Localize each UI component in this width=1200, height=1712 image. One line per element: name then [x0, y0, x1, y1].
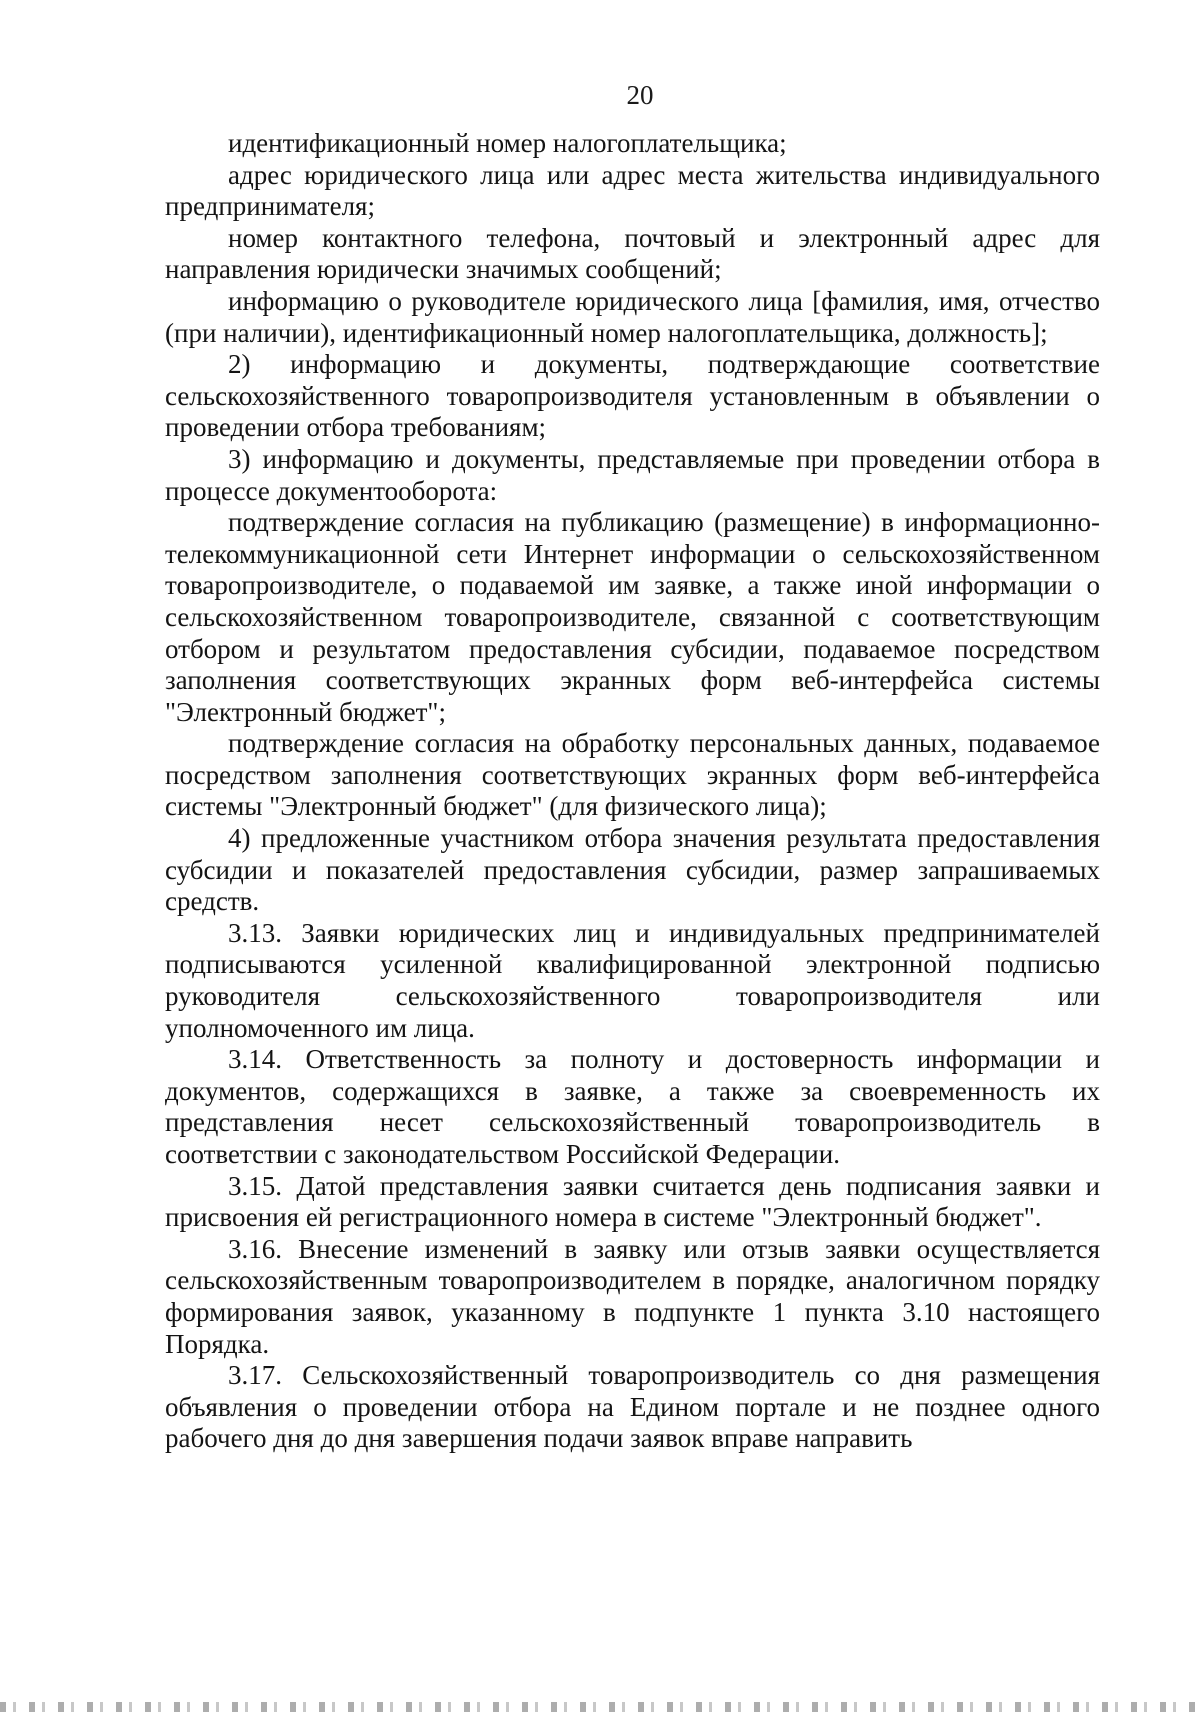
paragraph-contacts: номер контактного телефона, почтовый и электронный адрес для направления юридически значимых сообщений; [165, 222, 1100, 285]
scan-bottom-edge [0, 1702, 1200, 1712]
paragraph-item-4: 4) предложенные участником отбора значения результата предоставления субсидии и показателей предоставления субсидии, размер запрашиваемых средств. [165, 823, 1100, 917]
document-body [165, 128, 1100, 1455]
paragraph-consent-personal-data: подтверждение согласия на обработку персональных данных, подаваемое посредством заполнения соответствующих экранных форм веб-интерфейса системы "Электронный бюджет" (для физического лица); [165, 728, 1100, 822]
paragraph-3-17: 3.17. Сельскохозяйственный товаропроизводитель со дня размещения объявления о проведении отбора на Едином портале и не позднее одного рабочего дня до дня завершения подачи заявок вправе направить [165, 1360, 1100, 1454]
paragraph-item-3: 3) информацию и документы, представляемые при проведении отбора в процессе документооборота: [165, 443, 1100, 506]
paragraph-consent-publication: подтверждение согласия на публикацию (размещение) в информационно-телекоммуникационной сети Интернет информации о сельскохозяйственном товаропроизводителе, о подаваемой им заявке, а также иной информации о сельскохозяйственном товаропроизводителе, связанной с соответствующим отбором и результатом предоставления субсидии, подаваемое посредством заполнения соответствующих экранных форм веб-интерфейса системы "Электронный бюджет"; [165, 507, 1100, 727]
paragraph-item-2: 2) информацию и документы, подтверждающие соответствие сельскохозяйственного товаропроизводителя установленным в объявлении о проведении отбора требованиям; [165, 349, 1100, 443]
paragraph-3-13: 3.13. Заявки юридических лиц и индивидуальных предпринимателей подписываются усиленной квалифицированной электронной подписью руководителя сельскохозяйственного товаропроизводителя или уполномоченного им лица. [165, 917, 1100, 1043]
paragraph-inn: идентификационный номер налогоплательщика; [228, 128, 787, 158]
paragraph-3-14: 3.14. Ответственность за полноту и достоверность информации и документов, содержащихся в заявке, а также за своевременность их представления несет сельскохозяйственный товаропроизводитель в соответствии с законодательством Российской Федерации. [165, 1044, 1100, 1169]
paragraph-address: адрес юридического лица или адрес места жительства индивидуального предпринимателя; [165, 159, 1100, 222]
paragraph-3-15: 3.15. Датой представления заявки считается день подписания заявки и присвоения ей регистрационного номера в системе "Электронный бюджет". [165, 1170, 1100, 1233]
paragraph-3-16: 3.16. Внесение изменений в заявку или отзыв заявки осуществляется сельскохозяйственным товаропроизводителем в порядке, аналогичном порядку формирования заявок, указанному в подпункте 1 пункта 3.10 настоящего Порядка. [165, 1233, 1100, 1359]
paragraph-head-info: информацию о руководителе юридического лица [фамилия, имя, отчество (при наличии), идентификационный номер налогоплательщика, должность]; [165, 285, 1100, 348]
page-number: 20 [626, 80, 654, 110]
